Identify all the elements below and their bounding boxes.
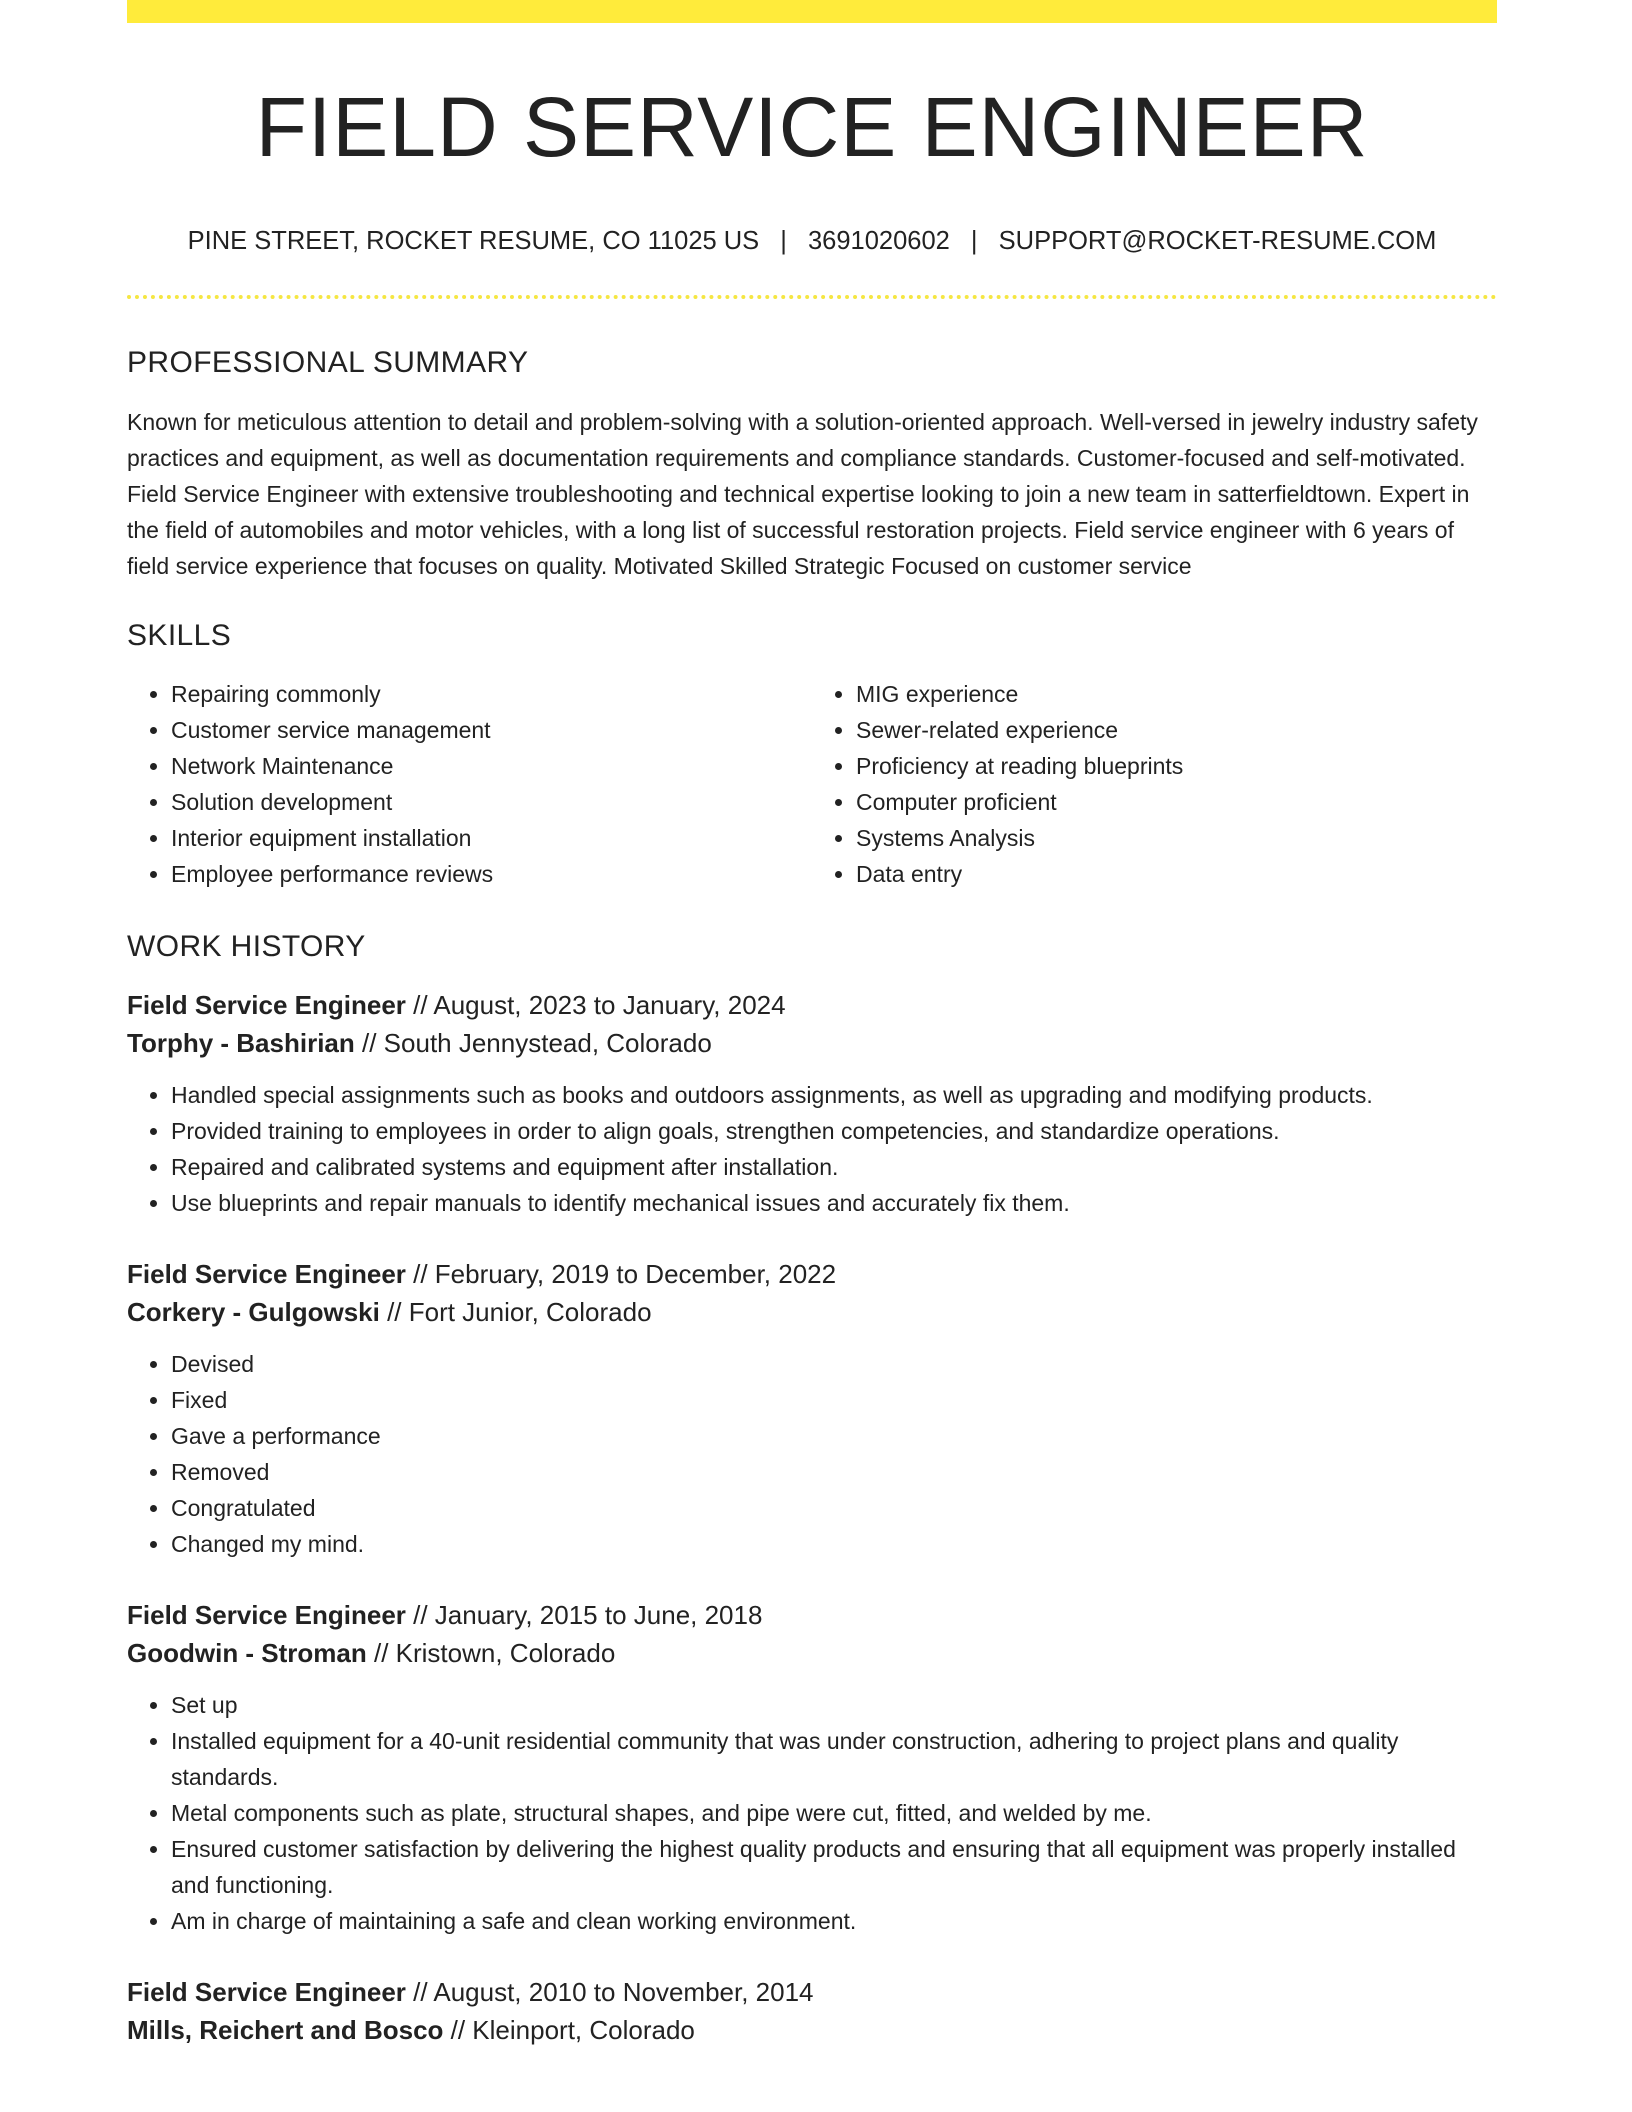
job-bullet-list xyxy=(127,1687,1497,1939)
job-entry xyxy=(127,1255,1497,1562)
header-divider xyxy=(127,295,1497,299)
job-role: Field Service Engineer xyxy=(127,1976,406,2007)
contact-separator: | xyxy=(780,227,787,255)
job-entry xyxy=(127,1596,1497,1939)
job-company-line xyxy=(127,1293,1497,1331)
job-bullet: • Use blueprints and repair manuals to identify mechanical issues and accurately fix them. xyxy=(171,1185,1497,1221)
top-accent-bar xyxy=(127,0,1497,23)
job-bullet: • Congratulated xyxy=(171,1490,1497,1526)
skills-columns xyxy=(127,676,1497,892)
job-bullet: • Installed equipment for a 40-unit residential community that was under construction, adhering to project plans and quality standards. xyxy=(171,1723,1497,1795)
job-company-line xyxy=(127,1024,1497,1062)
skill-item: • Computer proficient xyxy=(856,784,1497,820)
job-company: Goodwin - Stroman xyxy=(127,1637,367,1668)
job-company-line xyxy=(127,1634,1497,1672)
job-bullet: • Changed my mind. xyxy=(171,1526,1497,1562)
skill-item: • Employee performance reviews xyxy=(171,856,812,892)
job-location: // Kleinport, Colorado xyxy=(443,2014,695,2045)
contact-separator: | xyxy=(970,227,978,255)
job-company-line xyxy=(127,2011,1497,2049)
resume-page xyxy=(127,0,1497,2049)
work-history-heading: WORK HISTORY xyxy=(127,929,366,963)
job-dates: // August, 2023 to January, 2024 xyxy=(405,989,786,1020)
skill-item: • Solution development xyxy=(171,784,812,820)
job-bullet: • Handled special assignments such as books and outdoors assignments, as well as upgrading and modifying products. xyxy=(171,1077,1497,1113)
contact-line xyxy=(127,229,1497,255)
contact-address: PINE STREET, ROCKET RESUME, CO 11025 US xyxy=(187,227,760,255)
skills-heading: SKILLS xyxy=(127,618,232,652)
skill-item: • Sewer-related experience xyxy=(856,712,1497,748)
job-role-line xyxy=(127,1596,1497,1634)
job-bullet: • Am in charge of maintaining a safe and clean working environment. xyxy=(171,1903,1497,1939)
job-bullet: • Fixed xyxy=(171,1382,1497,1418)
job-location: // South Jennystead, Colorado xyxy=(354,1027,712,1058)
job-bullet: • Provided training to employees in order to align goals, strengthen competencies, and standardize operations. xyxy=(171,1113,1497,1149)
job-role: Field Service Engineer xyxy=(127,1258,406,1289)
skill-item: • Repairing commonly xyxy=(171,676,812,712)
job-bullet: • Metal components such as plate, structural shapes, and pipe were cut, fitted, and welded by me. xyxy=(171,1795,1497,1831)
job-company: Mills, Reichert and Bosco xyxy=(127,2014,444,2045)
resume-title: FIELD SERVICE ENGINEER xyxy=(255,80,1369,174)
job-dates: // January, 2015 to June, 2018 xyxy=(405,1599,763,1630)
job-bullet: • Gave a performance xyxy=(171,1418,1497,1454)
job-role: Field Service Engineer xyxy=(127,1599,406,1630)
job-company: Corkery - Gulgowski xyxy=(127,1296,380,1327)
job-bullet: • Repaired and calibrated systems and equipment after installation. xyxy=(171,1149,1497,1185)
skill-item: • Proficiency at reading blueprints xyxy=(856,748,1497,784)
skill-item: • Interior equipment installation xyxy=(171,820,812,856)
job-bullet-list xyxy=(127,1346,1497,1562)
summary-heading: PROFESSIONAL SUMMARY xyxy=(127,345,529,379)
skill-item: • MIG experience xyxy=(856,676,1497,712)
job-bullet: • Removed xyxy=(171,1454,1497,1490)
skills-left-list xyxy=(127,676,812,892)
job-bullet: • Ensured customer satisfaction by delivering the highest quality products and ensuring that all equipment was properly installed and functioning. xyxy=(171,1831,1497,1903)
skill-item: • Customer service management xyxy=(171,712,812,748)
job-bullet-list xyxy=(127,1077,1497,1221)
job-role: Field Service Engineer xyxy=(127,989,406,1020)
contact-email: SUPPORT@ROCKET-RESUME.COM xyxy=(998,227,1437,255)
job-company: Torphy - Bashirian xyxy=(127,1027,355,1058)
job-bullet: • Devised xyxy=(171,1346,1497,1382)
job-dates: // August, 2010 to November, 2014 xyxy=(405,1976,814,2007)
summary-text: Known for meticulous attention to detail and problem-solving with a solution-oriented approach. Well-versed in jewelry industry safety practices and equipment, as well as documentation requirements and compliance standards. Customer-focused and self-motivated. Field Service Engineer with extensive troubleshooting and technical expertise looking to join a new team in satterfieldtown. Expert in the field of automobiles and motor vehicles, with a long list of successful restoration projects. Field service engineer with 6 years of field service experience that focuses on quality. Motivated Skilled Strategic Focused on customer service xyxy=(127,408,1478,579)
job-role-line xyxy=(127,1973,1497,2011)
job-role-line xyxy=(127,1255,1497,1293)
job-bullet: • Set up xyxy=(171,1687,1497,1723)
skill-item: • Data entry xyxy=(856,856,1497,892)
job-entry xyxy=(127,986,1497,1221)
job-dates: // February, 2019 to December, 2022 xyxy=(405,1258,837,1289)
skills-right-list xyxy=(812,676,1497,892)
job-location: // Fort Junior, Colorado xyxy=(379,1296,652,1327)
contact-phone: 3691020602 xyxy=(808,227,950,255)
job-role-line xyxy=(127,986,1497,1024)
job-location: // Kristown, Colorado xyxy=(366,1637,616,1668)
skill-item: • Network Maintenance xyxy=(171,748,812,784)
skill-item: • Systems Analysis xyxy=(856,820,1497,856)
job-entry xyxy=(127,1973,1497,2049)
